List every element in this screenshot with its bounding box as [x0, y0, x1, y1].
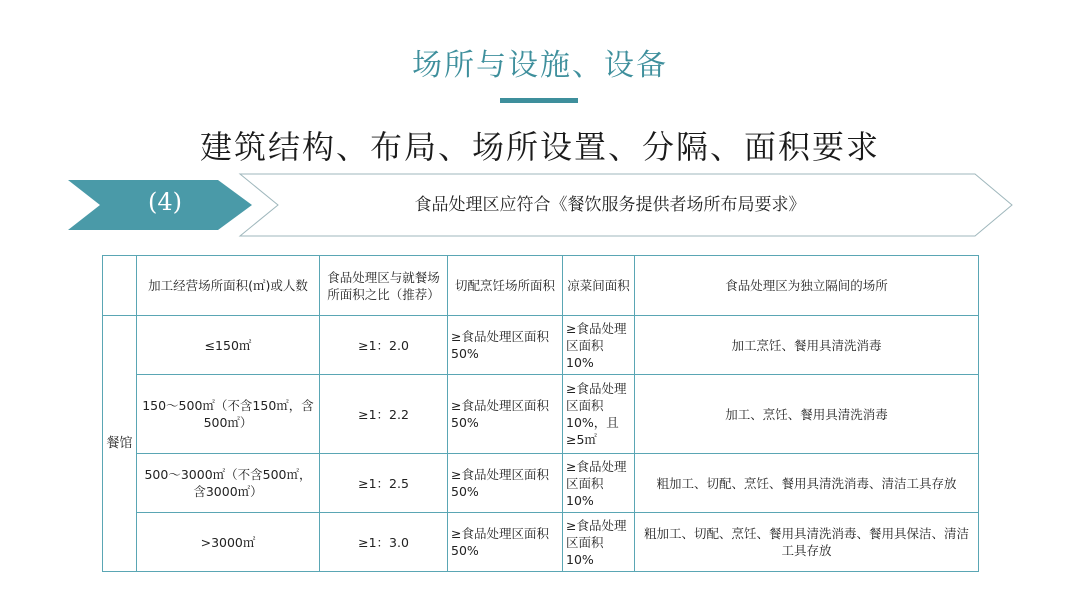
cell-area: >3000㎡ — [137, 513, 320, 572]
cell-cold-dish: ≥食品处理区面积10% — [563, 454, 635, 513]
cell-ratio: ≥1：3.0 — [320, 513, 448, 572]
page-subtitle: 建筑结构、布局、场所设置、分隔、面积要求 — [199, 128, 880, 166]
section-number: (4) — [148, 188, 182, 216]
cell-cold-dish: ≥食品处理区面积10% — [563, 316, 635, 375]
table-header-row — [103, 256, 979, 316]
cell-ratio: ≥1：2.5 — [320, 454, 448, 513]
header-ratio: 食品处理区与就餐场所面积之比（推荐） — [320, 256, 448, 316]
cell-ratio: ≥1：2.2 — [320, 375, 448, 454]
header-cold-dish-area: 凉菜间面积 — [563, 256, 635, 316]
cell-cold-dish: ≥食品处理区面积10% — [563, 513, 635, 572]
table-row — [103, 316, 979, 375]
cell-cooking: ≥食品处理区面积50% — [448, 513, 563, 572]
cell-area: 500～3000㎡（不含500㎡，含3000㎡） — [137, 454, 320, 513]
cell-area: ≤150㎡ — [137, 316, 320, 375]
header-separate-rooms: 食品处理区为独立隔间的场所 — [635, 256, 979, 316]
cell-rooms: 加工烹饪、餐用具清洗消毒 — [635, 316, 979, 375]
title-underline — [500, 98, 578, 103]
section-heading: 食品处理区应符合《餐饮服务提供者场所布局要求》 — [414, 195, 806, 215]
cell-area: 150～500㎡（不含150㎡，含500㎡） — [137, 375, 320, 454]
cell-cold-dish: ≥食品处理区面积10%，且≥5㎡ — [563, 375, 635, 454]
page-title: 场所与设施、设备 — [412, 48, 668, 83]
table-row — [103, 375, 979, 454]
cell-rooms: 粗加工、切配、烹饪、餐用具清洗消毒、清洁工具存放 — [635, 454, 979, 513]
table-row — [103, 454, 979, 513]
row-group-label: 餐馆 — [103, 316, 137, 572]
header-area: 加工经营场所面积(㎡)或人数 — [137, 256, 320, 316]
header-cell-empty — [103, 256, 137, 316]
cell-ratio: ≥1：2.0 — [320, 316, 448, 375]
cell-cooking: ≥食品处理区面积50% — [448, 454, 563, 513]
cell-cooking: ≥食品处理区面积50% — [448, 375, 563, 454]
cell-rooms: 加工、烹饪、餐用具清洗消毒 — [635, 375, 979, 454]
cell-cooking: ≥食品处理区面积50% — [448, 316, 563, 375]
table-row — [103, 513, 979, 572]
cell-rooms: 粗加工、切配、烹饪、餐用具清洗消毒、餐用具保洁、清洁工具存放 — [635, 513, 979, 572]
header-cooking-area: 切配烹饪场所面积 — [448, 256, 563, 316]
area-requirements-table — [102, 255, 979, 572]
